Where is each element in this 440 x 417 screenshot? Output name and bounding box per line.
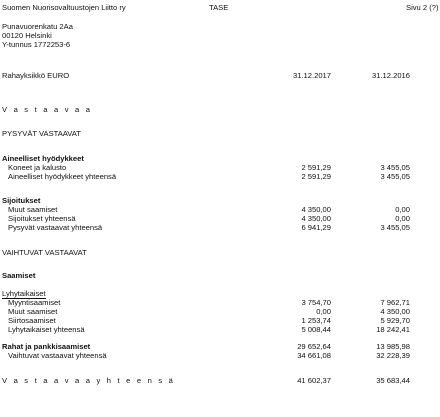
value-2017: 4 350,00	[301, 205, 331, 214]
address-street: Punavuorenkatu 2Aa	[2, 22, 73, 31]
value-2017: 41 602,37	[297, 376, 331, 385]
row-label: Lyhytaikaiset	[2, 289, 46, 298]
column-header-2017: 31.12.2017	[292, 71, 331, 80]
value-2016: 5 929,70	[380, 316, 410, 325]
value-2017: 6 941,29	[301, 223, 331, 232]
row-label: Koneet ja kalusto	[8, 163, 67, 172]
row-label: V a s t a a v a a y h t e e n s ä	[2, 376, 176, 385]
row-label: Lyhytaikaiset yhteensä	[8, 325, 85, 334]
value-2016: 3 455,05	[380, 163, 410, 172]
value-2016: 0,00	[395, 205, 410, 214]
column-header-2016: 31.12.2016	[371, 71, 410, 80]
row-label: Saamiset	[2, 271, 36, 280]
value-2017: 29 652,64	[297, 342, 331, 351]
row-label: V a s t a a v a a	[2, 105, 93, 114]
value-2017: 5 008,44	[301, 325, 331, 334]
row-label: Pysyvät vastaavat yhteensä	[8, 223, 103, 232]
value-2017: 0,00	[316, 307, 331, 316]
value-2017: 4 350,00	[301, 214, 331, 223]
value-2016: 0,00	[395, 214, 410, 223]
value-2017: 34 661,08	[297, 351, 331, 360]
row-label-wrapper	[2, 289, 46, 298]
value-2016: 32 228,39	[376, 351, 410, 360]
row-label: Vaihtuvat vastaavat yhteensä	[8, 351, 107, 360]
currency-unit: Rahayksikkö EURO	[2, 71, 70, 80]
row-label: Rahat ja pankkisaamiset	[2, 342, 91, 351]
value-2016: 3 455,05	[380, 172, 410, 181]
row-label: VAIHTUVAT VASTAAVAT	[2, 248, 87, 257]
row-label: Muut saamiset	[8, 205, 58, 214]
document-title: TASE	[209, 3, 229, 12]
row-label: Aineelliset hyödykkeet	[2, 154, 84, 163]
value-2016: 35 683,44	[376, 376, 410, 385]
row-label: Sijoitukset	[2, 196, 41, 205]
organization-name: Suomen Nuorisovaltuustojen Liitto ry	[2, 3, 126, 12]
value-2017: 3 754,70	[301, 298, 331, 307]
page-number: Sivu 2 (?)	[406, 3, 439, 12]
row-label: Sijoitukset yhteensä	[8, 214, 76, 223]
row-label: Myyntisaamiset	[8, 298, 61, 307]
value-2016: 3 455,05	[380, 223, 410, 232]
value-2016: 13 985,98	[376, 342, 410, 351]
value-2017: 2 591,29	[301, 163, 331, 172]
row-label: Aineelliset hyödykkeet yhteensä	[8, 172, 117, 181]
row-label: Muut saamiset	[8, 307, 58, 316]
row-label: PYSYVÄT VASTAAVAT	[2, 129, 81, 138]
business-id: Y-tunnus 1772253-6	[2, 40, 71, 49]
value-2016: 7 962,71	[380, 298, 410, 307]
value-2016: 4 350,00	[380, 307, 410, 316]
value-2017: 1 253,74	[301, 316, 331, 325]
row-label: Siirtosaamiset	[8, 316, 56, 325]
address-city: 00120 Helsinki	[2, 31, 52, 40]
value-2017: 2 591,29	[301, 172, 331, 181]
value-2016: 18 242,41	[376, 325, 410, 334]
